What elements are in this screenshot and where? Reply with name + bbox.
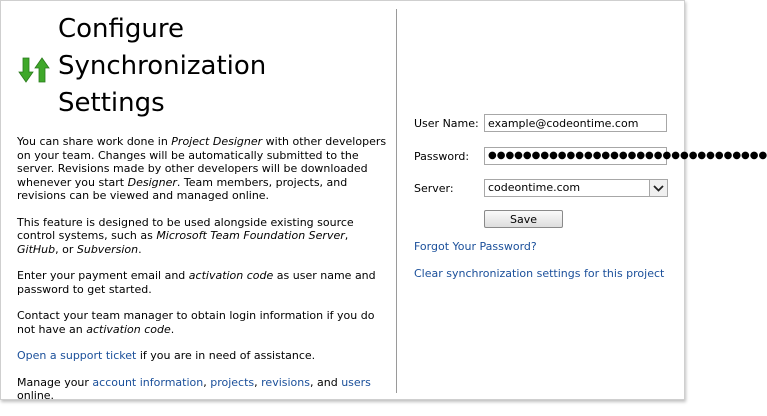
paragraph-source-control bbox=[17, 216, 387, 257]
text: online. bbox=[17, 389, 55, 402]
password-label: Password: bbox=[414, 150, 470, 163]
username-input[interactable] bbox=[484, 114, 667, 132]
text: . bbox=[170, 322, 175, 336]
page-title bbox=[58, 11, 378, 122]
paragraph-getting-started bbox=[17, 269, 387, 296]
username-label: User Name: bbox=[414, 117, 479, 130]
forgot-password-link[interactable]: Forgot Your Password? bbox=[414, 240, 537, 253]
password-input[interactable]: ●●●●●●●●●●●●●●●●●●●●●●●●●●●●●●●● bbox=[484, 147, 667, 165]
text-github: GitHub bbox=[17, 242, 56, 256]
clear-settings-link[interactable]: Clear synchronization settings for this project bbox=[414, 267, 665, 280]
text: as user name and password to get started. bbox=[17, 269, 376, 296]
title-line-3: Settings bbox=[58, 88, 165, 118]
text: if you are in need of assistance. bbox=[136, 349, 316, 362]
text-subversion: Subversion bbox=[76, 242, 139, 256]
users-link[interactable]: users bbox=[341, 375, 371, 389]
text: Manage your bbox=[17, 375, 93, 389]
text-designer: Designer bbox=[127, 175, 177, 189]
text: Contact your team manager to obtain login information if you do not have an bbox=[17, 309, 375, 336]
paragraph-support bbox=[17, 349, 387, 363]
text-tfs: Microsoft Team Foundation Server bbox=[156, 229, 345, 242]
text: . bbox=[138, 242, 142, 256]
paragraph-intro bbox=[17, 135, 387, 203]
account-information-link[interactable]: account information bbox=[92, 375, 204, 389]
save-button[interactable]: Save bbox=[484, 210, 563, 228]
text: , bbox=[344, 229, 349, 242]
text-activation-code: activation code bbox=[86, 322, 171, 336]
title-line-1: Configure bbox=[58, 14, 185, 44]
server-label: Server: bbox=[414, 182, 454, 195]
text: , or bbox=[55, 242, 77, 256]
text: . Team members, projects, and revisions can be viewed and managed online. bbox=[17, 175, 348, 202]
sync-arrows-icon bbox=[19, 56, 53, 84]
paragraph-contact bbox=[17, 309, 387, 336]
vertical-divider bbox=[396, 9, 397, 393]
projects-link[interactable]: projects bbox=[210, 375, 255, 389]
server-selected-value: codeontime.com bbox=[488, 181, 581, 194]
support-ticket-link[interactable]: Open a support ticket bbox=[17, 349, 137, 362]
text: with other developers on your team. Changes will be automatically submitted to the server. Revisions made by other developers will be downloaded whenever you start bbox=[17, 135, 387, 189]
text: , and bbox=[310, 375, 342, 389]
dropdown-button[interactable] bbox=[649, 180, 667, 196]
text-project-designer: Project Designer bbox=[171, 135, 263, 148]
text: This feature is designed to be used alongside existing source control systems, such as bbox=[17, 215, 354, 242]
text-activation-code: activation code bbox=[188, 269, 274, 282]
revisions-link[interactable]: revisions bbox=[261, 375, 310, 389]
text: , bbox=[203, 375, 211, 389]
text: , bbox=[254, 375, 262, 389]
text: Enter your payment email and bbox=[17, 269, 189, 282]
text: You can share work done in bbox=[17, 135, 172, 148]
paragraph-manage bbox=[17, 376, 387, 403]
description bbox=[17, 135, 387, 416]
title-line-2: Synchronization bbox=[58, 51, 267, 81]
server-select[interactable] bbox=[484, 179, 668, 197]
chevron-down-icon bbox=[650, 180, 667, 196]
